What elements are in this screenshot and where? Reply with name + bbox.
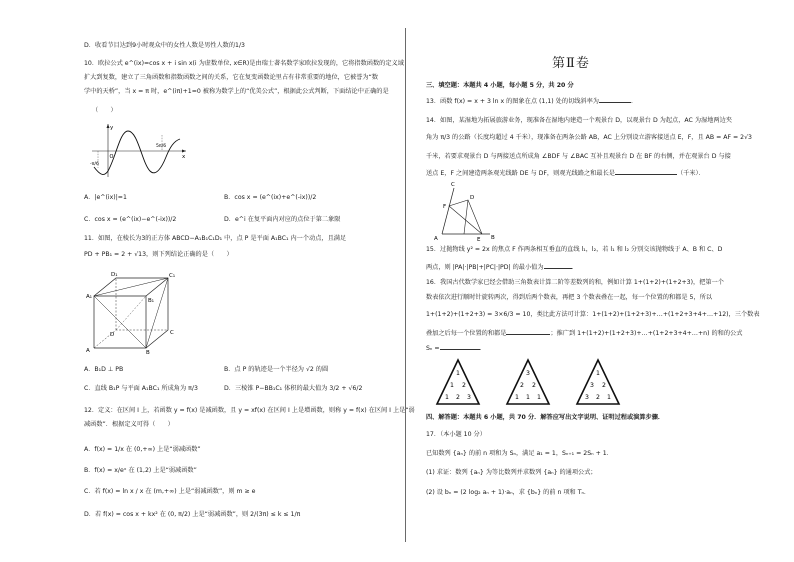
t1-mid-1: 1 (450, 382, 454, 389)
triangle-table-1 (437, 360, 479, 404)
q10-line1: 10．欧拉公式 e^(ix)=cos x + i sin x(i 为虚数单位, x∈R)是由瑞士著名数学家欧拉发现的，它将指数函数的定义域 (84, 60, 404, 67)
q16-answer-blank-1[interactable] (506, 334, 550, 335)
fig14-label-c: C (451, 182, 455, 188)
q15-line2-text: 两点，则 |PA|·|PB|+|PC|·|PD| 的最小值为 (426, 264, 544, 271)
q14-answer-blank[interactable] (615, 174, 677, 175)
t3-mid-1: 3 (590, 382, 594, 389)
q15-answer-blank[interactable] (544, 268, 572, 269)
t3-bot-1: 3 (585, 394, 589, 401)
q14-line3: 千米，若要求观景台 D 与两接送点所成角 ∠BDF 与 ∠BAC 互补且观景台 D 在 BF 的右侧，并在观景台 D 与接 (426, 153, 731, 160)
q14-line4-text: 送点 E，F 之间建造两条观光线路 DE 与 DF，则观光线路之和最长是 (426, 170, 615, 177)
q16-line5: Sₙ = ． (426, 345, 486, 352)
t1-bot-3: 3 (467, 394, 471, 401)
t3-mid-2: 2 (602, 382, 606, 389)
q12-line2: 减函数”．根据定义可得（ ） (84, 421, 174, 428)
q13-stem: 13．函数 f(x) = x + 3 ln x 的图象在点 (1,1) 处的切线斜率为 (426, 98, 599, 105)
q10-line2: 扩大到复数，建立了三角函数和指数函数之间的关系，它在复变函数论里占有非常重要的地位，它被誉为“数 (84, 74, 379, 81)
t1-mid-2: 2 (462, 382, 466, 389)
part3-header: 三、填空题：本题共 4 小题，每小题 5 分，共 20 分 (426, 82, 574, 89)
graph-label-x: x (182, 154, 186, 160)
triangle-table-3 (577, 360, 619, 404)
q10-line3: 学中的天桥”，当 x = π 时，e^(iπ)+1=0 被称为数学上的“优美公式”，根据此公式判断，下面结论中正确的是 (84, 88, 389, 95)
q12-option-c: C．若 f(x) = ln x / x 在 (m,+∞) 上是“弱减函数”，则 m ≥ e (84, 488, 256, 495)
t2-bot-1: 1 (515, 394, 519, 401)
q12-option-a: A．f(x) = 1/x 在 (0,+∞) 上是“弱减函数” (84, 446, 201, 453)
q11-option-a: A．B₁D ⊥ PB (84, 366, 124, 373)
q16-line4 (426, 330, 742, 338)
t2-mid-1: 2 (520, 382, 524, 389)
q11-line1: 11．如图，在棱长为3的正方体 ABCD−A₁B₁C₁D₁ 中，点 P 是平面 A₁BC₁ 内一个动点，且满足 (84, 235, 347, 242)
q15-line1: 15．过抛物线 y² = 2x 的焦点 F 作两条相互垂直的直线 l₁，l₂，若 l₁ 和 l₂ 分别交该抛物线于 A、B 和 C、D (426, 246, 723, 253)
q10-option-c: C．cos x = (e^(ix)−e^(-ix))/2 (84, 216, 177, 223)
left-column (84, 0, 415, 562)
section-title: 第Ⅱ卷 (552, 56, 590, 71)
graph-x-arrow (182, 150, 186, 153)
q17-title: 17．（本小题 10 分） (426, 431, 486, 438)
q16-sn: Sₙ = (426, 345, 440, 352)
q14-line2: 角为 π/3 的公路（长度均超过 4 千米），现准备在两条公路 AB，AC 上分别设立游客接送点 E，F，且 AB = AF = 2√3 (426, 134, 752, 141)
q12-line1: 12．定义：在区间 I 上，若函数 y = f(x) 是减函数，且 y = xf(x) 在区间 I 上是增函数，则称 y = f(x) 在区间 I 上是“弱 (84, 407, 415, 414)
cube-label-c: C (170, 330, 174, 336)
q12-option-d: D．若 f(x) = cos x + kx² 在 (0, π/2) 上是“弱减函数”，则 2/(3π) ≤ k ≤ 1/π (84, 511, 301, 518)
q11-option-c: C．直线 B₁P 与平面 A₁BC₁ 所成角为 π/3 (84, 385, 198, 392)
cube-label-d1: D₁ (111, 272, 118, 278)
q15-line2: 两点，则 |PA|·|PB|+|PC|·|PD| 的最小值为 ． (426, 264, 578, 271)
t3-top: 1 (596, 370, 600, 377)
q14-line4 (426, 170, 705, 178)
q13-text: 13．函数 f(x) = x + 3 ln x 的图象在点 (1,1) 处的切线斜率为 ． (426, 98, 638, 105)
q14-unit: （千米）． (677, 170, 705, 177)
q16-answer-blank-2[interactable] (440, 349, 480, 350)
q11-line2: PD + PB₁ = 2 + √13，则下列结论正确的是（ ） (84, 251, 233, 258)
right-column (426, 0, 760, 562)
column-divider (405, 28, 406, 542)
t3-bot-3: 1 (607, 394, 611, 401)
line-de (464, 200, 468, 234)
q16-line4-text: 叠加之后每一个位置的和都是 (426, 330, 507, 337)
cube-label-b: B (146, 350, 150, 356)
q14-line1: 14．如图，某湿地为拓展旅游业务，现准备在湿地内建造一个观景台 D，以观景台 D 为起点，AC 为湿地两边夹 (426, 117, 732, 124)
q10-answer-paren: （ ） (92, 107, 117, 114)
graph-label-origin: O (109, 154, 114, 160)
graph-left-tick: -π/6 (90, 162, 99, 167)
triangle-b-d-f (449, 200, 482, 234)
t2-bot-2: 1 (526, 394, 530, 401)
cube-label-a: A (86, 348, 90, 354)
q11-option-d: D．三棱锥 P−BB₁C₁ 体积的最大值为 3/2 + √6/2 (224, 385, 363, 392)
fig14-label-b: B (491, 235, 495, 241)
q12-option-b: B．f(x) = x/eˣ 在 (1,2) 上是“弱减函数” (84, 467, 197, 474)
q16-line2: 数表依次进行顺时针旋转两次，得到后两个数表，再把 3 个数表叠在一起，每一个位置的和都是 5，所以 (426, 294, 713, 301)
cube-label-c1: C₁ (169, 273, 176, 279)
fig14-label-d: D (470, 195, 475, 201)
q16-line4b: ；推广到 1+(1+2)+(1+2+3)+…+(1+2+3+4+…+n) 的和的公式 (550, 330, 743, 337)
sine-graph (90, 121, 188, 179)
q10-option-b: B．cos x = (e^(ix)+e^(-ix))/2 (224, 194, 317, 201)
q13-answer-blank[interactable] (599, 102, 631, 103)
road-ac (442, 188, 454, 234)
triangle-tables (434, 358, 634, 408)
triangle-table-2 (507, 360, 549, 404)
t1-bot-1: 1 (445, 394, 449, 401)
t3-bot-2: 2 (596, 394, 600, 401)
q17-part2: (2) 设 bₙ = (2 log₂ aₙ + 1)·aₙ，求 {bₙ} 的前 n 项和 Tₙ． (426, 489, 591, 496)
t1-top: 1 (456, 370, 460, 377)
fig14-label-f: F (443, 204, 447, 210)
q16-line3: 1+(1+2)+(1+2+3) = 3×6/3 = 10，类比此方法可计算：1+(1+2)+(1+2+3)+…+(1+2+3+4+…+12)，三个数表 (426, 311, 760, 318)
q10-option-d: D．e^i 在复平面内对应的点位于第二象限 (224, 216, 341, 223)
cube-label-b1: B₁ (148, 298, 154, 304)
diag-d-b1 (116, 296, 146, 330)
cube-label-d: D (110, 332, 115, 338)
q10-option-a: A．|e^(ix)|=1 (84, 194, 127, 201)
fig14-label-e: E (477, 237, 481, 242)
q17-given: 已知数列 {aₙ} 的前 n 项和为 Sₙ，满足 a₁ = 1，Sₙ₊₁ = 2Sₙ + 1． (426, 450, 613, 457)
t2-bot-3: 1 (537, 394, 541, 401)
q11-option-b: B．点 P 的轨迹是一个半径为 √2 的圆 (224, 366, 329, 373)
graph-label-y: y (110, 125, 114, 131)
t2-mid-2: 2 (532, 382, 536, 389)
graph-right-tick: 5π/6 (156, 144, 167, 149)
part4-header: 四、解答题：本题共 6 小题，共 70 分．解答应写出文字说明、证明过程或演算步骤． (426, 414, 665, 421)
t2-top: 3 (526, 370, 530, 377)
q17-part1: (1) 求证：数列 {aₙ} 为等比数列并求数列 {aₙ} 的通项公式； (426, 469, 597, 476)
cube-diagram (86, 268, 176, 356)
t1-bot-2: 2 (456, 394, 460, 401)
cube-label-a1: A₁ (86, 294, 92, 300)
sine-curve (94, 131, 180, 174)
q14-figure (432, 180, 504, 242)
q16-line1: 16．我国古代数学家已经会借助三角数表计算二阶等差数列的和，例如计算 1+(1+2)+(1+2+3)，把第一个 (426, 279, 724, 286)
q9-option-d: D．收看节目达到9小时观众中的女性人数是男性人数的1/3 (84, 42, 245, 49)
fig14-label-a: A (434, 236, 438, 242)
